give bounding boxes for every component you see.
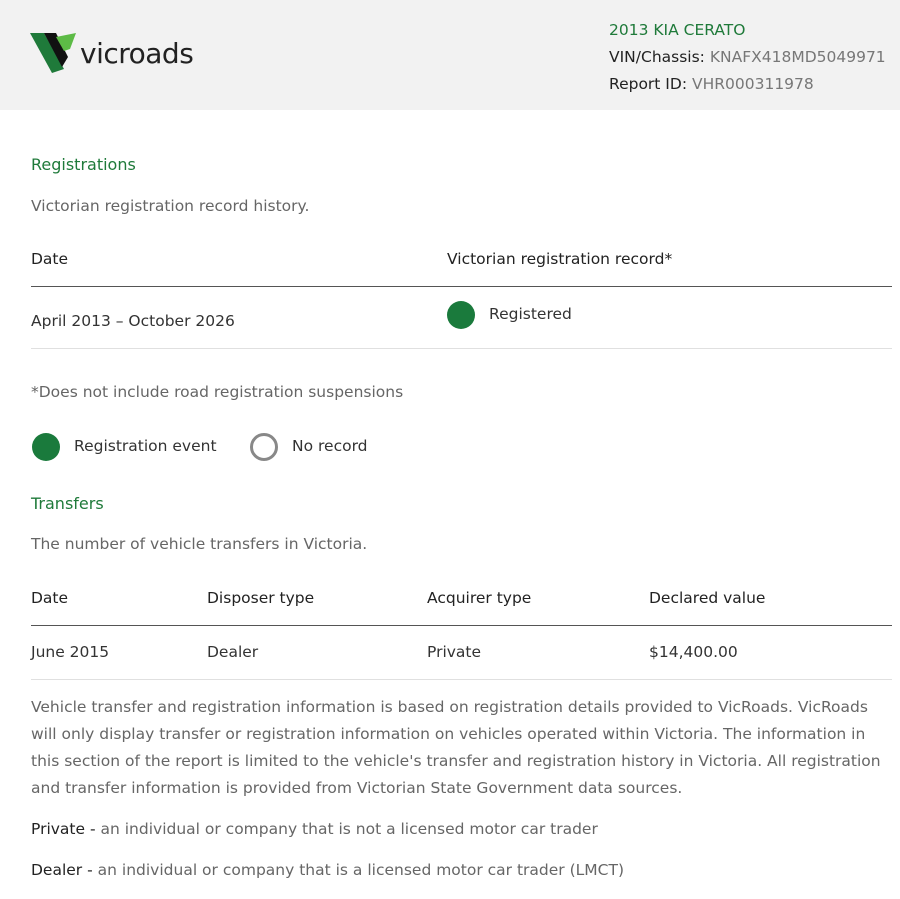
registrations-footnote: *Does not include road registration suspensions [31,383,404,401]
definition-dealer-term: Dealer - [31,861,93,879]
registrations-col-record: Victorian registration record* [447,250,673,268]
legend-registration-event-dot [32,433,60,461]
registrations-title: Registrations [31,155,136,174]
legend-no-record-dot [250,433,278,461]
definition-private-text: an individual or company that is not a licensed motor car trader [100,820,598,838]
transfers-description: The number of vehicle transfers in Victoria. [31,535,368,553]
registration-row-status: Registered [489,305,572,323]
report-id-label: Report ID: [609,75,688,93]
vin-label: VIN/Chassis: [609,48,705,66]
registrations-row-rule [31,348,892,349]
transfer-row-date: June 2015 [31,643,110,661]
legend-no-record-label: No record [292,437,368,455]
vehicle-info [609,17,886,98]
registrations-description: Victorian registration record history. [31,197,310,215]
transfers-col-date: Date [31,589,69,607]
registration-row-date: April 2013 – October 2026 [31,312,235,330]
definition-private-term: Private - [31,820,96,838]
transfer-row-value: $14,400.00 [649,643,738,661]
logo-wordmark: vicroads [80,36,194,70]
registrations-col-date: Date [31,250,69,268]
registrations-header-rule [31,286,892,287]
registered-status-dot [447,301,475,329]
transfers-col-value: Declared value [649,589,766,607]
legend-registration-event-label: Registration event [74,437,217,455]
report-id-line [609,71,886,98]
transfers-header-rule [31,625,892,626]
transfers-col-acquirer: Acquirer type [427,589,532,607]
vicroads-logo [30,28,193,74]
transfer-info-paragraph: Vehicle transfer and registration information is based on registration details provided to VicRoads. VicRoads will only display transfer or registration information on vehicles operated within Victoria. The information in this section of the report is limited to the vehicle's transfer and registration history in Victoria. All registration and transfer information is provided from Victorian State Government data sources. [31,698,881,797]
vin-line [609,44,886,71]
transfers-title: Transfers [31,494,104,513]
transfers-col-disposer: Disposer type [207,589,315,607]
report-id-value: VHR000311978 [691,75,814,93]
definition-private [31,820,598,838]
vicroads-logo-icon [30,29,78,73]
transfer-row-acquirer: Private [427,643,482,661]
definition-dealer [31,861,624,879]
definition-dealer-text: an individual or company that is a licensed motor car trader (LMCT) [97,861,624,879]
transfers-row-rule [31,679,892,680]
vehicle-title: 2013 KIA CERATO [609,21,746,39]
report-header [0,0,900,110]
vin-value: KNAFX418MD5049971 [709,48,886,66]
transfer-row-disposer: Dealer [207,643,259,661]
